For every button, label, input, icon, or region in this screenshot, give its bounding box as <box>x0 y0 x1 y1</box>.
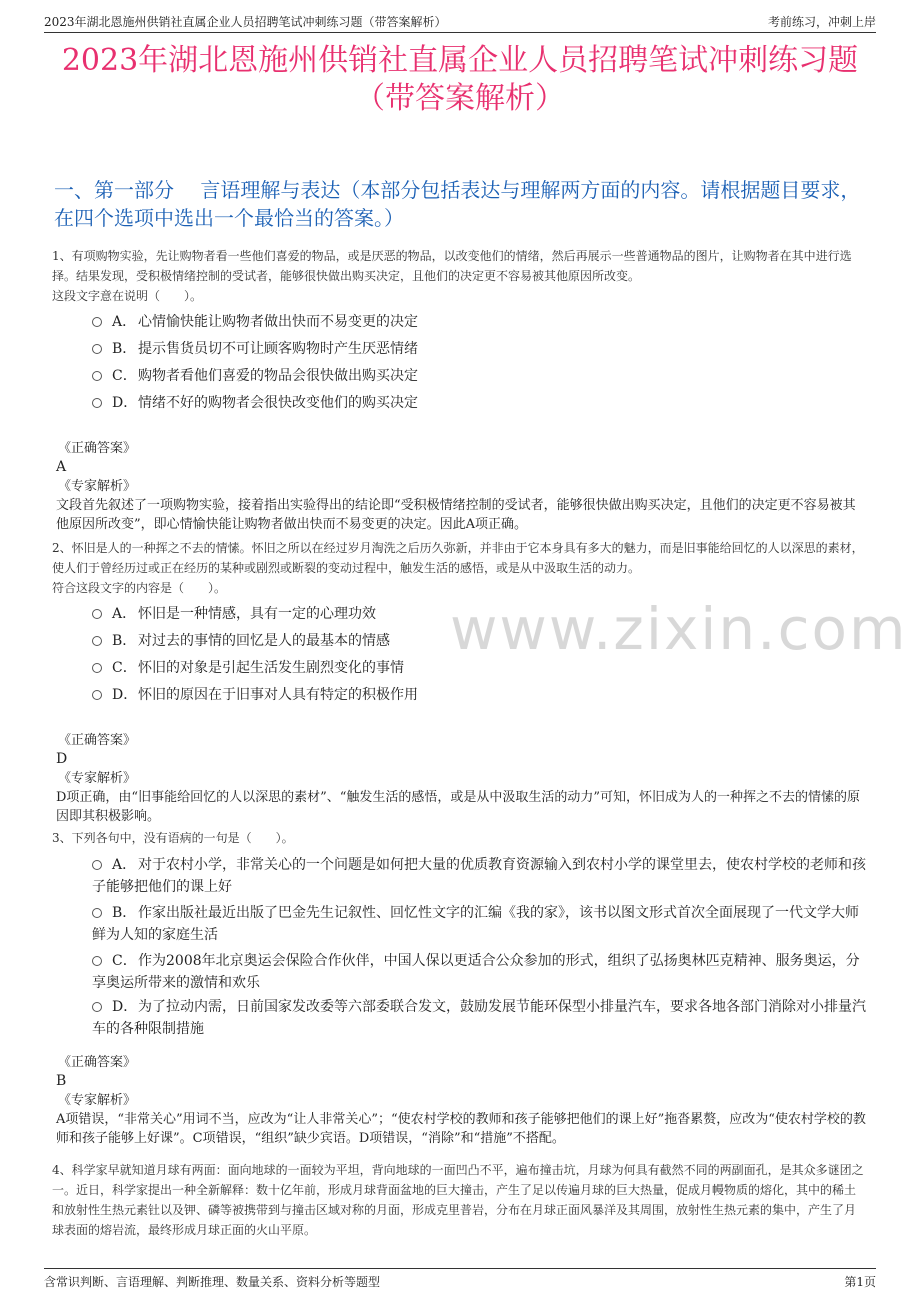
question-1 <box>52 246 866 534</box>
answer-label: 《正确答案》 <box>58 441 137 456</box>
question-4 <box>52 1160 866 1240</box>
question-stem: 2、怀旧是人的一种挥之不去的情愫。怀旧之所以在经过岁月淘洗之后历久弥新，并非由于它本身具有多大的魅力，而是旧事能给回忆的人以深思的素材，使人们于曾经历过或正在经历的某种或剧烈或断裂的变动过程中，触发生活的感悟，或是从中汲取生活的动力。 <box>52 541 864 575</box>
option-a[interactable]: A． 对于农村小学，非常关心的一个问题是如何把大量的优质教育资源输入到农村小学的课堂里去，使农村学校的老师和孩子能够把他们的课上好 <box>92 857 866 895</box>
radio-icon[interactable] <box>92 860 102 870</box>
answer-value: B <box>56 1073 67 1089</box>
radio-icon[interactable] <box>92 1002 102 1012</box>
radio-icon[interactable] <box>92 663 102 673</box>
radio-icon[interactable] <box>92 317 102 327</box>
radio-icon[interactable] <box>92 636 102 646</box>
radio-icon[interactable] <box>92 398 102 408</box>
explanation-text: 文段首先叙述了一项购物实验，接着指出实验得出的结论即“受积极情绪控制的受试者，能够很快做出购买决定，且他们的决定更不容易被其他原因所改变”，即心情愉快能让购物者做出快而不易变更的决定。因此A项正确。 <box>56 498 856 532</box>
option-c[interactable]: C．怀旧的对象是引起生活发生剧烈变化的事情 <box>52 657 866 679</box>
question-stem: 1、有项购物实验，先让购物者看一些他们喜爱的物品，或是厌恶的物品，以改变他们的情绪，然后再展示一些普通物品的图片，让购物者在其中进行选择。结果发现，受积极情绪控制的受试者，能够很快做出购买决定，且他们的决定更不容易被其他原因所改变。 <box>52 249 852 283</box>
answer-label: 《正确答案》 <box>58 733 137 748</box>
answer-label: 《正确答案》 <box>58 1055 137 1070</box>
option-d[interactable]: D．为了拉动内需，日前国家发改委等六部委联合发文，鼓励发展节能环保型小排量汽车，要求各地各部门消除对小排量汽车的各种限制措施 <box>92 999 866 1037</box>
option-a[interactable]: A． 怀旧是一种情感，具有一定的心理功效 <box>52 603 866 625</box>
question-prompt: 这段文字意在说明（ ）。 <box>52 289 203 303</box>
option-b[interactable]: B． 作家出版社最近出版了巴金先生记叙性、回忆性文字的汇编《我的家》，该书以图文形式首次全面展现了一代文学大师鲜为人知的家庭生活 <box>92 905 859 943</box>
page-number: 第1页 <box>844 1275 876 1289</box>
explanation-text: D项正确，由“旧事能给回忆的人以深思的素材”、“触发生活的感悟，或是从中汲取生活的动力”可知，怀旧成为人的一种挥之不去的情愫的原因即其积极影响。 <box>56 790 861 824</box>
header-doc-title: 2023年湖北恩施州供销社直属企业人员招聘笔试冲刺练习题（带答案解析） <box>44 15 447 29</box>
section-heading: 一、第一部分 言语理解与表达（本部分包括表达与理解两方面的内容。请根据题目要求，在四个选项中选出一个最恰当的答案。） <box>54 178 861 230</box>
radio-icon[interactable] <box>92 908 102 918</box>
question-2 <box>52 538 866 826</box>
question-stem: 4、科学家早就知道月球有两面：面向地球的一面较为平坦，背向地球的一面凹凸不平，遍布撞击坑，月球为何具有截然不同的两副面孔，是其众多谜团之一。近日，科学家提出一种全新解释：数十亿年前，形成月球背面盆地的巨大撞击，产生了足以传遍月球的巨大热量，促成月幔物质的熔化，其中的稀土和放射性生热元素钍以及钾、磷等被携带到与撞击区域对称的月面，形成克里普岩，分布在月球正面风暴洋及其周围，放射性生热元素的集中，产生了月球表面的熔岩流，最终形成月球正面的火山平原。 <box>52 1163 864 1237</box>
explanation-label: 《专家解析》 <box>58 771 137 786</box>
option-c[interactable]: C．购物者看他们喜爱的物品会很快做出购买决定 <box>52 365 866 387</box>
page-footer <box>44 1268 876 1291</box>
answer-value: A <box>56 459 67 475</box>
question-stem: 3、下列各句中，没有语病的一句是（ ）。 <box>52 831 294 845</box>
radio-icon[interactable] <box>92 956 102 966</box>
document-title <box>40 42 880 118</box>
option-b[interactable]: B． 提示售货员切不可让顾客购物时产生厌恶情绪 <box>52 338 866 360</box>
option-c[interactable]: C．作为2008年北京奥运会保险合作伙伴，中国人保以更适合公众参加的形式，组织了弘扬奥林匹克精神、服务奥运，分享奥运所带来的激情和欢乐 <box>92 953 860 991</box>
option-d[interactable]: D．怀旧的原因在于旧事对人具有特定的积极作用 <box>52 684 866 706</box>
page-header <box>44 12 876 33</box>
option-d[interactable]: D．情绪不好的购物者会很快改变他们的购买决定 <box>52 392 866 414</box>
explanation-label: 《专家解析》 <box>58 1093 137 1108</box>
option-b[interactable]: B． 对过去的事情的回忆是人的最基本的情感 <box>52 630 866 652</box>
radio-icon[interactable] <box>92 609 102 619</box>
footer-note: 含常识判断、言语理解、判断推理、数量关系、资料分析等题型 <box>44 1275 381 1289</box>
explanation-label: 《专家解析》 <box>58 479 137 494</box>
radio-icon[interactable] <box>92 371 102 381</box>
option-a[interactable]: A． 心情愉快能让购物者做出快而不易变更的决定 <box>52 311 866 333</box>
title-line-1: 2023年湖北恩施州供销社直属企业人员招聘笔试冲刺练习题 <box>61 43 859 78</box>
radio-icon[interactable] <box>92 344 102 354</box>
radio-icon[interactable] <box>92 690 102 700</box>
answer-value: D <box>56 751 68 767</box>
title-line-2: （带答案解析） <box>355 81 565 116</box>
watermark: www.zixin.com <box>450 595 908 663</box>
question-prompt: 符合这段文字的内容是（ ）。 <box>52 581 227 595</box>
explanation-text: A项错误，“非常关心”用词不当，应改为“让人非常关心”；“使农村学校的教师和孩子能够把他们的课上好”拖沓累赘，应改为“使农村学校的教师和孩子能够上好课”。C项错误，“组织”缺少宾语。D项错误，“消除”和“措施”不搭配。 <box>56 1112 866 1146</box>
header-slogan: 考前练习，冲刺上岸 <box>767 15 876 29</box>
question-3 <box>52 828 866 1148</box>
